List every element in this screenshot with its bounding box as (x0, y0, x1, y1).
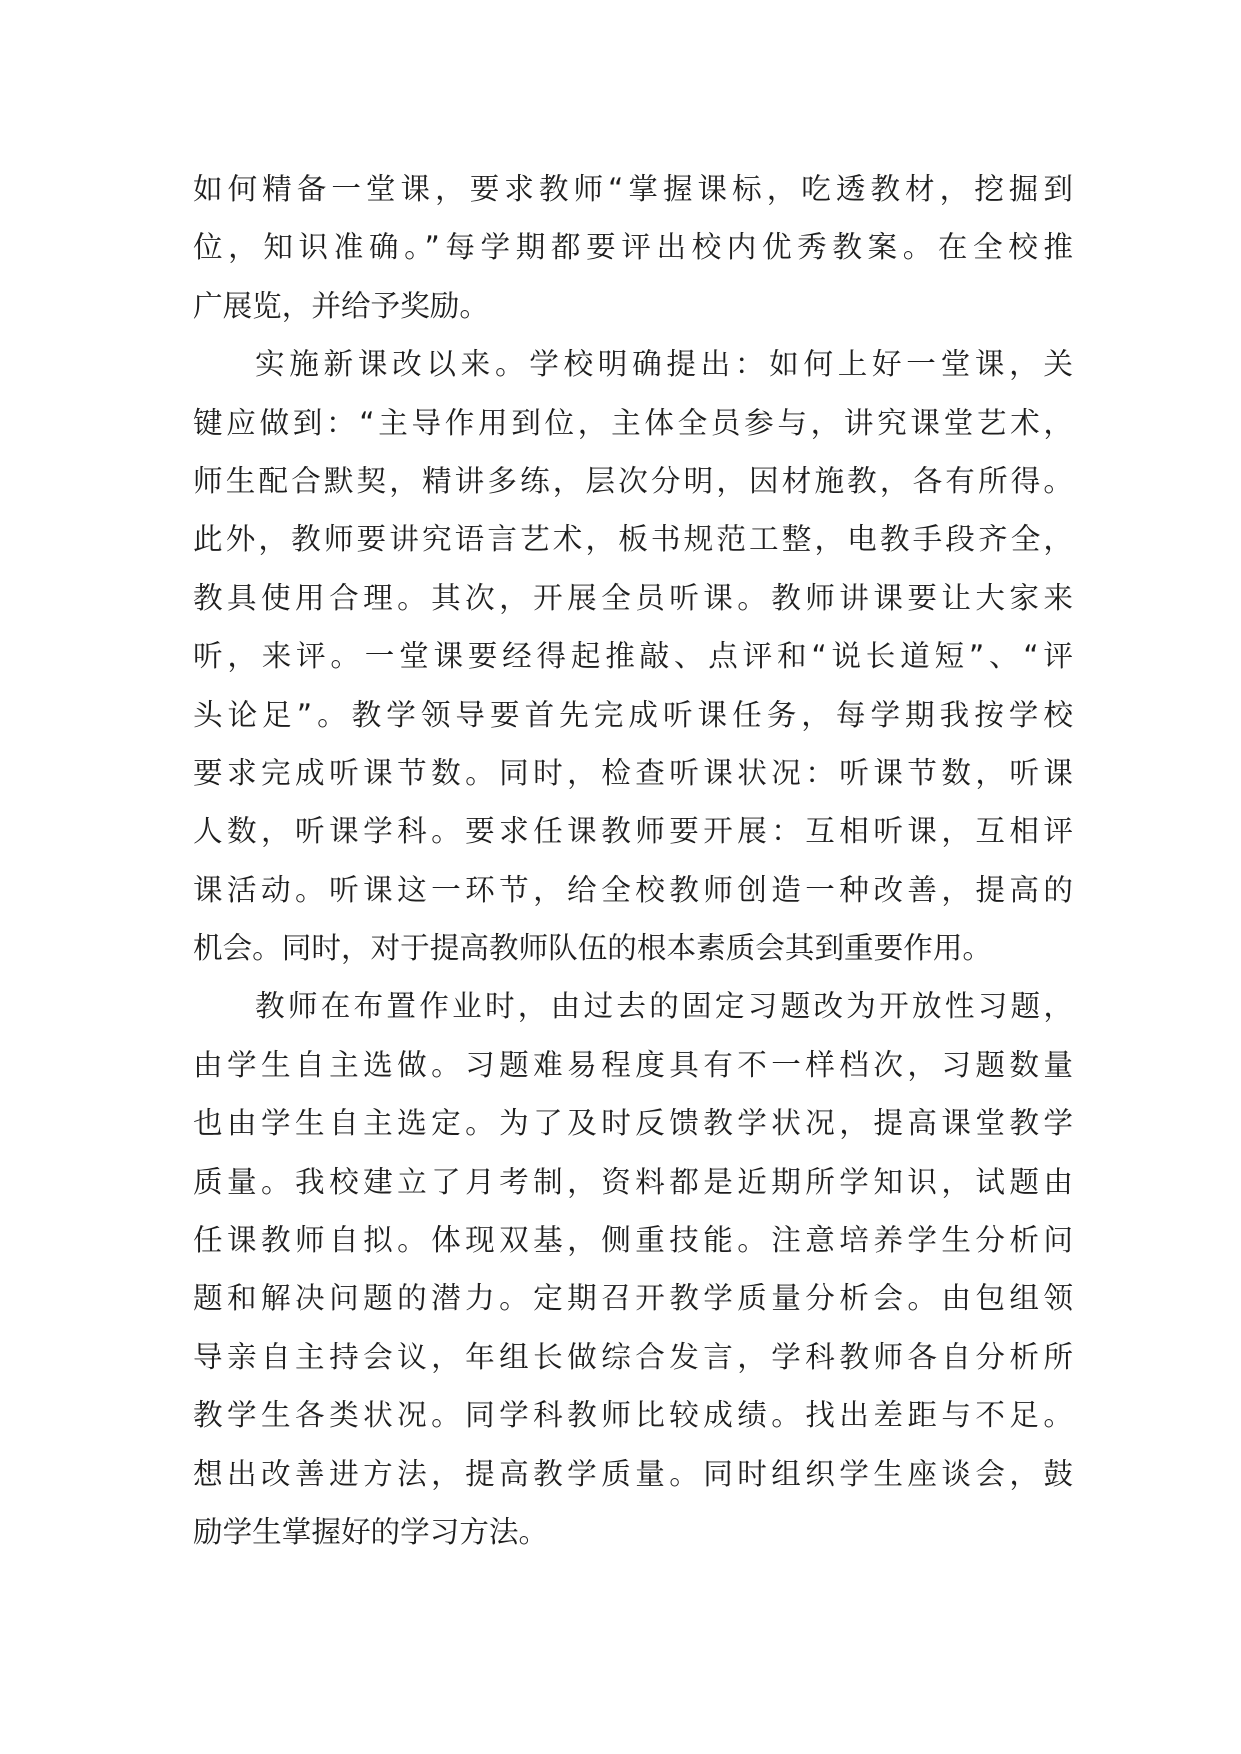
text-line: 由学生自主选做。习题难易程度具有不一样档次，习题数量 (193, 1047, 1073, 1082)
text-line: 想出改善进方法，提高教学质量。同时组织学生座谈会，鼓 (193, 1456, 1073, 1491)
text-line: 机会。同时，对于提高教师队伍的根本素质会其到重要作用。 (193, 931, 993, 966)
text-line: 此外，教师要讲究语言艺术，板书规范工整，电教手段齐全， (193, 522, 1073, 557)
text-line: 课活动。听课这一环节，给全校教师创造一种改善，提高的 (193, 872, 1073, 907)
paragraph-first-line: 实施新课改以来。学校明确提出：如何上好一堂课，关 (255, 347, 1073, 382)
text-line: 励学生掌握好的学习方法。 (193, 1514, 549, 1549)
text-line: 人数，听课学科。要求任课教师要开展：互相听课，互相评 (193, 814, 1073, 849)
text-line: 广展览，并给予奖励。 (193, 288, 489, 323)
text-line: 教具使用合理。其次，开展全员听课。教师讲课要让大家来 (193, 580, 1073, 615)
text-line: 听，来评。一堂课要经得起推敲、点评和“说长道短”、“评 (193, 639, 1073, 674)
paragraph-first-line: 教师在布置作业时，由过去的固定习题改为开放性习题， (255, 989, 1073, 1024)
text-line: 教学生各类状况。同学科教师比较成绩。找出差距与不足。 (193, 1398, 1073, 1433)
text-line: 位，知识准确。”每学期都要评出校内优秀教案。在全校推 (193, 230, 1073, 265)
text-line: 质量。我校建立了月考制，资料都是近期所学知识，试题由 (193, 1164, 1073, 1199)
text-line: 也由学生自主选定。为了及时反馈教学状况，提高课堂教学 (193, 1106, 1073, 1141)
text-line: 头论足”。教学领导要首先完成听课任务，每学期我按学校 (193, 697, 1073, 732)
text-line: 要求完成听课节数。同时，检查听课状况：听课节数，听课 (193, 755, 1073, 790)
text-line: 任课教师自拟。体现双基，侧重技能。注意培养学生分析问 (193, 1223, 1073, 1258)
text-line: 导亲自主持会议，年组长做综合发言，学科教师各自分析所 (193, 1339, 1073, 1374)
text-line: 师生配合默契，精讲多练，层次分明，因材施教，各有所得。 (193, 463, 1073, 498)
body-text (193, 160, 1073, 1561)
text-line: 如何精备一堂课，要求教师“掌握课标，吃透教材，挖掘到 (193, 172, 1073, 206)
text-line: 键应做到：“主导作用到位，主体全员参与，讲究课堂艺术， (193, 405, 1073, 440)
text-line: 题和解决问题的潜力。定期召开教学质量分析会。由包组领 (193, 1281, 1073, 1316)
